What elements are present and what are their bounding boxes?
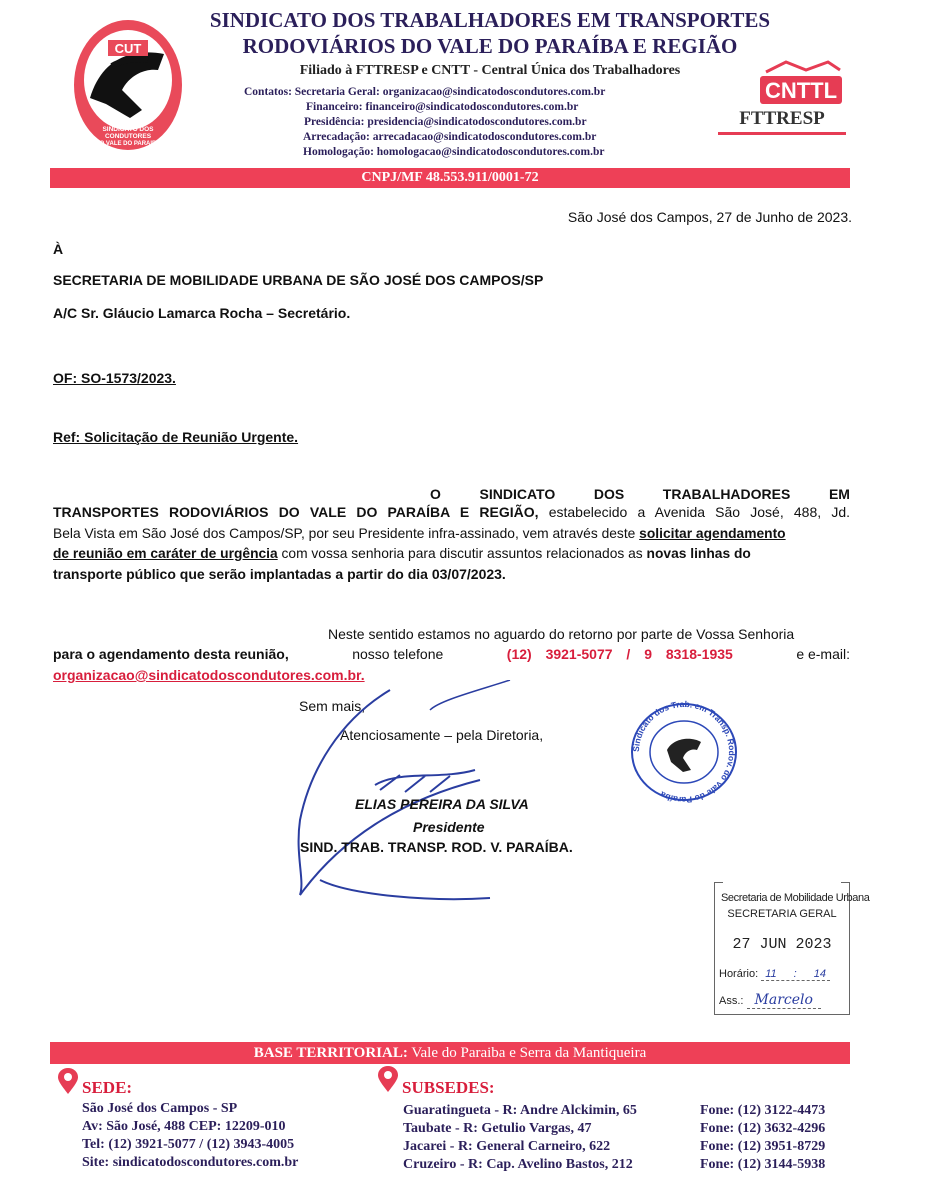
closing-regards: Atenciosamente – pela Diretoria, (340, 727, 544, 743)
contact-line: Presidência: presidencia@sindicatodoscondutores.com.br (304, 116, 587, 128)
cnttl-logo (758, 58, 844, 106)
stamp-time-label: Horário: (719, 968, 759, 980)
paragraph-1-line-3: Bela Vista em São José dos Campos/SP, por seu Presidente infra-assinado, vem através deste solicitar agendamento (53, 526, 786, 541)
union-seal-stamp (625, 700, 743, 805)
paragraph-2-line-2 (53, 645, 850, 663)
affiliation-line: Filiado à FTTRESP e CNTT - Central Única dos Trabalhadores (299, 63, 681, 78)
email-link[interactable]: organizacao@sindicatodoscondutores.com.br. (53, 667, 365, 683)
p1-word: TRABALHADORES (662, 486, 791, 502)
sede-line[interactable]: Site: sindicatodoscondutores.com.br (82, 1155, 299, 1170)
paragraph-2-line-1: Neste sentido estamos no aguardo do retorno por parte de Vossa Senhoria (328, 626, 795, 642)
paragraph-1-line-2: TRANSPORTES RODOVIÁRIOS DO VALE DO PARAÍBA E REGIÃO, estabelecido a Avenida São José, 488, Jd. (53, 504, 850, 520)
location-pin-icon (55, 1068, 81, 1096)
subsede-address: Cruzeiro - R: Cap. Avelino Bastos, 212 (403, 1157, 633, 1172)
paragraph-1-line-4: de reunião em caráter de urgência com vossa senhoria para discutir assuntos relacionados as novas linhas do (53, 546, 751, 561)
stamp-sig-value: Marcelo (747, 992, 821, 1009)
contact-line: Financeiro: financeiro@sindicatodoscondutores.com.br (306, 101, 579, 113)
sede-line: Av: São José, 488 CEP: 12209-010 (82, 1119, 286, 1134)
closing-sem-mais: Sem mais, (299, 698, 366, 714)
stamp-time-row (719, 968, 830, 980)
sede-line: São José dos Campos - SP (82, 1101, 238, 1116)
stamp-date: 27 JUN 2023 (732, 936, 832, 953)
p2-bold-part: para o agendamento desta reunião, (53, 646, 289, 662)
subsede-address: Guaratingueta - R: Andre Alckimin, 65 (403, 1103, 637, 1118)
p1-word: O (430, 486, 441, 502)
attention-line: A/C Sr. Gláucio Lamarca Rocha – Secretário. (53, 305, 351, 321)
logo-ring-line-1: SINDICATO DOS (102, 126, 154, 133)
signatory-org: SIND. TRAB. TRANSP. ROD. V. PARAÍBA. (300, 839, 573, 855)
subsedes-addresses (403, 1102, 637, 1174)
subsede-phone: Fone: (12) 3144-5938 (700, 1157, 826, 1172)
recipient: SECRETARIA DE MOBILIDADE URBANA DE SÃO JOSÉ DOS CAMPOS/SP (53, 272, 544, 288)
date-line: São José dos Campos, 27 de Junho de 2023. (567, 209, 852, 225)
p1-word: DOS (593, 486, 625, 502)
stamp-division: SECRETARIA GERAL (727, 908, 837, 920)
subsedes-phones (700, 1102, 825, 1174)
subject-line: Ref: Solicitação de Reunião Urgente. (53, 429, 299, 445)
signatory-role: Presidente (413, 819, 485, 835)
subsede-address: Jacarei - R: General Carneiro, 622 (403, 1139, 611, 1154)
fttresp-label: FTTRESP (718, 108, 846, 135)
paragraph-1-line-5: transporte público que serão implantadas a partir do dia 03/07/2023. (53, 566, 506, 582)
stamp-signature-row (719, 992, 821, 1008)
cnttl-badge-text: CNTTL (764, 78, 838, 103)
paragraph-1-line-1 (430, 485, 850, 503)
contact-line: Contatos: Secretaria Geral: organizacao@sindicatodoscondutores.com.br (244, 86, 606, 98)
stamp-sig-label: Ass.: (719, 995, 744, 1007)
signatory-name: ELIAS PEREIRA DA SILVA (355, 796, 529, 812)
contact-line: Arrecadação: arrecadacao@sindicatodoscondutores.com.br (303, 131, 597, 143)
stamp-dept: Secretaria de Mobilidade Urbana (721, 892, 870, 904)
logo-ring-line-2: CONDUTORES (104, 133, 152, 140)
subsede-address: Taubate - R: Getulio Vargas, 47 (403, 1121, 592, 1136)
subsede-phone: Fone: (12) 3951-8729 (700, 1139, 826, 1154)
sede-title: SEDE: (82, 1078, 133, 1097)
territorial-base-label: BASE TERRITORIAL: (253, 1045, 408, 1061)
p2-email-label: e e-mail: (796, 646, 850, 662)
contact-line: Homologação: homologacao@sindicatodoscondutores.com.br (303, 146, 605, 158)
territorial-base-bar (50, 1042, 850, 1064)
location-pin-icon (375, 1066, 401, 1094)
subsedes-title: SUBSEDES: (402, 1078, 495, 1097)
cnpj-bar: CNPJ/MF 48.553.911/0001-72 (50, 168, 850, 188)
stamp-time-value: 11 : 14 (761, 968, 830, 981)
sede-line: Tel: (12) 3921-5077 / (12) 3943-4005 (82, 1137, 295, 1152)
sede-block (82, 1100, 298, 1172)
org-title-line-1: SINDICATO DOS TRABALHADORES EM TRANSPORTES (209, 8, 771, 32)
cut-badge-text: CUT (114, 41, 142, 56)
territorial-base-value: Vale do Paraiba e Serra da Mantiqueira (407, 1045, 647, 1061)
seal-ring-text: Sindicato dos Trab. em Transp. Rodov. do Vale do Paraíba (630, 700, 738, 805)
p2-phone-label: nosso telefone (352, 646, 444, 662)
contacts-block (244, 85, 605, 160)
office-reference: OF: SO-1573/2023. (53, 370, 176, 386)
subsede-phone: Fone: (12) 3632-4296 (700, 1121, 826, 1136)
p1-word: EM (828, 486, 850, 502)
subsede-phone: Fone: (12) 3122-4473 (700, 1103, 826, 1118)
phone-numbers: (12) 3921-5077 / 9 8318-1935 (506, 646, 733, 662)
org-title-line-2: RODOVIÁRIOS DO VALE DO PARAÍBA E REGIÃO (242, 34, 738, 58)
received-stamp (714, 882, 870, 1015)
addressee-to: À (53, 241, 64, 257)
p1-word: SINDICATO (479, 486, 556, 502)
logo-ring-line-3: DO VALE DO PARAIBA (95, 141, 161, 147)
